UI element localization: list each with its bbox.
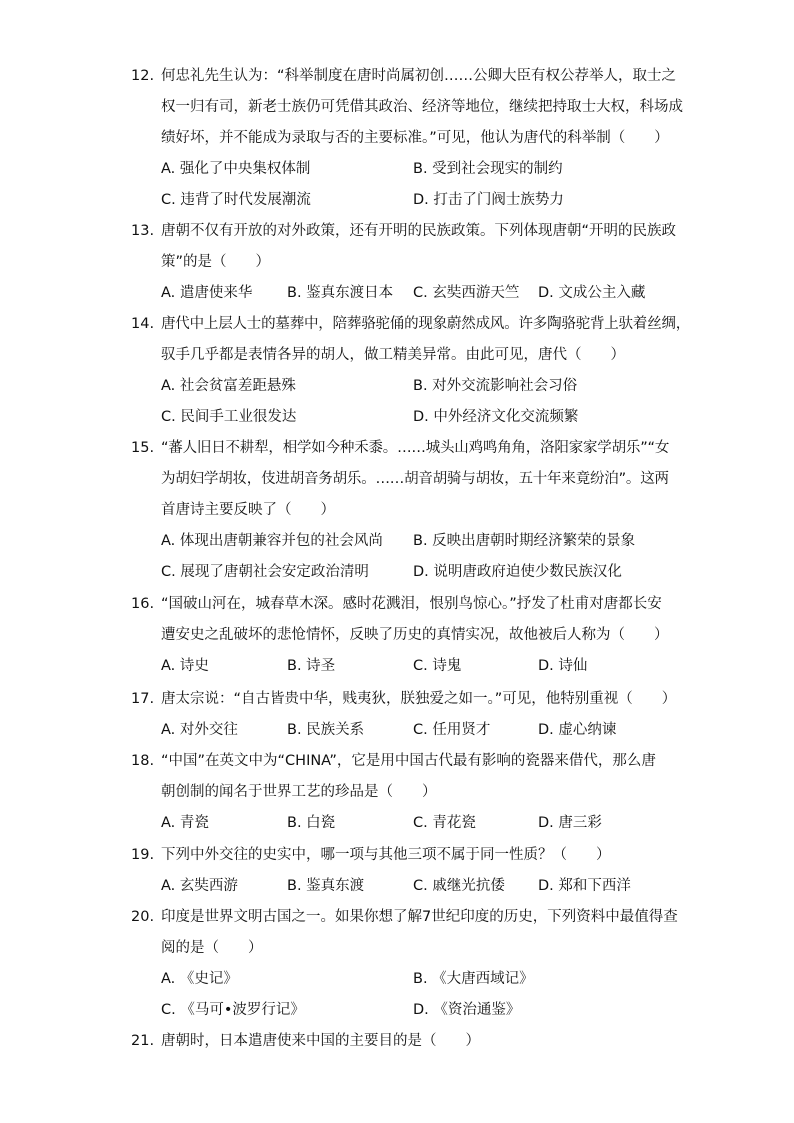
- option-d[interactable]: D. 《资治通鉴》: [413, 1002, 521, 1018]
- option-b[interactable]: B. 鉴真东渡日本: [287, 285, 394, 301]
- option-d[interactable]: D. 打击了门阀士族势力: [413, 192, 564, 208]
- question-stem-line: 权一归有司，新老士族仍可凭借其政治、经济等地位，继续把持取士大权，科场成: [161, 99, 683, 115]
- option-c[interactable]: C. 展现了唐朝社会安定政治清明: [161, 564, 369, 580]
- option-d[interactable]: D. 诗仙: [538, 658, 588, 674]
- question-stem-line: 唐朝不仅有开放的对外政策，还有开明的民族政策。下列体现唐朝“开明的民族政: [161, 223, 677, 239]
- question-number: 15.: [131, 440, 155, 456]
- option-a[interactable]: A. 强化了中央集权体制: [161, 161, 311, 177]
- option-b[interactable]: B. 诗圣: [287, 658, 336, 674]
- option-d[interactable]: D. 中外经济文化交流频繁: [413, 409, 579, 425]
- question-number: 19.: [131, 847, 155, 863]
- question-19: [131, 840, 671, 902]
- option-c[interactable]: C. 违背了时代发展潮流: [161, 192, 311, 208]
- question-number: 16.: [131, 596, 155, 612]
- option-c[interactable]: C. 民间手工业很发达: [161, 409, 297, 425]
- question-stem-line: 绩好坏，并不能成为录取与否的主要标准。”可见，他认为唐代的科举制（ ）: [161, 130, 669, 146]
- question-number: 20.: [131, 909, 155, 925]
- option-b[interactable]: B. 《大唐西域记》: [413, 971, 534, 987]
- question-stem-line: 为胡妇学胡妆，伎进胡音务胡乐。……胡音胡骑与胡妆，五十年来竟纷泊”。这两: [161, 471, 669, 487]
- question-stem-line: 唐代中上层人士的墓葬中，陪葬骆驼俑的现象蔚然成风。许多陶骆驼背上驮着丝绸，: [161, 316, 691, 332]
- question-number: 21.: [131, 1033, 155, 1049]
- question-17: [131, 684, 677, 746]
- option-d[interactable]: D. 虚心纳谏: [538, 722, 617, 738]
- question-15: [131, 433, 671, 588]
- option-a[interactable]: A. 遣唐使来华: [161, 285, 253, 301]
- question-20: [131, 902, 678, 1026]
- option-b[interactable]: B. 民族关系: [287, 722, 365, 738]
- question-stem-line: “蕃人旧日不耕犁，相学如今种禾黍。……城头山鸡鸣角角，洛阳家家学胡乐”“女: [161, 440, 670, 456]
- option-c[interactable]: C. 任用贤才: [413, 722, 491, 738]
- question-stem-line: 策”的是（ ）: [161, 254, 271, 270]
- option-d[interactable]: D. 说明唐政府迫使少数民族汉化: [413, 564, 622, 580]
- option-a[interactable]: A. 《史记》: [161, 971, 238, 987]
- option-b[interactable]: B. 对外交流影响社会习俗: [413, 378, 578, 394]
- question-stem-line: 阅的是（ ）: [161, 940, 263, 956]
- option-a[interactable]: A. 对外交往: [161, 722, 238, 738]
- question-stem-line: 朝创制的闻名于世界工艺的珍品是（ ）: [161, 784, 437, 800]
- option-d[interactable]: D. 文成公主入藏: [538, 285, 646, 301]
- question-14: [131, 309, 691, 433]
- option-a[interactable]: A. 社会贫富差距悬殊: [161, 378, 296, 394]
- question-21: [131, 1026, 671, 1057]
- question-number: 12.: [131, 68, 155, 84]
- question-stem-line: 唐太宗说：“自古皆贵中华，贱夷狄，朕独爱之如一。”可见，他特别重视（ ）: [161, 691, 677, 707]
- question-number: 17.: [131, 691, 155, 707]
- question-number: 14.: [131, 316, 155, 332]
- question-18: [131, 746, 671, 839]
- question-stem-line: “中国”在英文中为“CHINA”，它是用中国古代最有影响的瓷器来借代，那么唐: [161, 753, 656, 769]
- question-stem-line: 下列中外交往的史实中，哪一项与其他三项不属于同一性质？（ ）: [161, 847, 611, 863]
- option-a[interactable]: A. 体现出唐朝兼容并包的社会风尚: [161, 533, 383, 549]
- question-number: 18.: [131, 753, 155, 769]
- option-a[interactable]: A. 青瓷: [161, 815, 209, 831]
- question-stem-line: 驭手几乎都是表情各异的胡人，做工精美异常。由此可见，唐代（ ）: [161, 347, 625, 363]
- question-12: [131, 61, 683, 216]
- option-b[interactable]: B. 反映出唐朝时期经济繁荣的景象: [413, 533, 636, 549]
- question-stem-line: 遭安史之乱破坏的悲怆情怀，反映了历史的真情实况，故他被后人称为（ ）: [161, 627, 669, 643]
- option-b[interactable]: B. 受到社会现实的制约: [413, 161, 563, 177]
- option-c[interactable]: C. 戚继光抗倭: [413, 878, 505, 894]
- option-d[interactable]: D. 郑和下西洋: [538, 878, 631, 894]
- option-a[interactable]: A. 诗史: [161, 658, 209, 674]
- question-stem-line: 首唐诗主要反映了（ ）: [161, 502, 335, 518]
- option-c[interactable]: C. 《马可•波罗行记》: [161, 1002, 305, 1018]
- question-16: [131, 589, 671, 682]
- option-d[interactable]: D. 唐三彩: [538, 815, 602, 831]
- option-a[interactable]: A. 玄奘西游: [161, 878, 238, 894]
- question-stem-line: “国破山河在，城春草木深。感时花溅泪，恨别鸟惊心。”抒发了杜甫对唐都长安: [161, 596, 662, 612]
- option-c[interactable]: C. 玄奘西游天竺: [413, 285, 520, 301]
- option-c[interactable]: C. 青花瓷: [413, 815, 476, 831]
- option-b[interactable]: B. 鉴真东渡: [287, 878, 365, 894]
- question-stem-line: 印度是世界文明古国之一。如果你想了解7世纪印度的历史，下列资料中最值得查: [161, 909, 678, 925]
- question-number: 13.: [131, 223, 155, 239]
- question-stem-line: 何忠礼先生认为：“科举制度在唐时尚属初创……公卿大臣有权公荐举人，取士之: [161, 68, 677, 84]
- question-13: [131, 216, 677, 309]
- option-b[interactable]: B. 白瓷: [287, 815, 336, 831]
- option-c[interactable]: C. 诗鬼: [413, 658, 462, 674]
- question-stem-line: 唐朝时，日本遣唐使来中国的主要目的是（ ）: [161, 1033, 480, 1049]
